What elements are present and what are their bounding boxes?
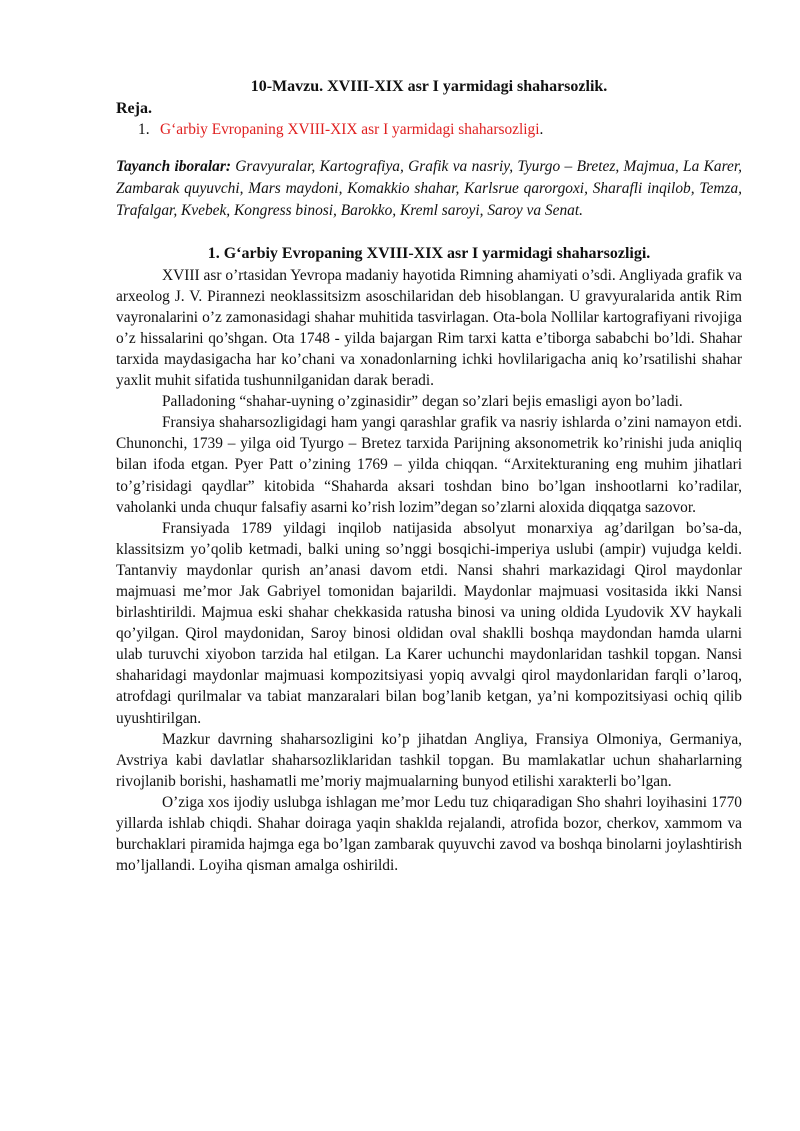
- plan-item-end: .: [539, 121, 544, 138]
- plan-heading: Reja.: [116, 100, 152, 117]
- body-paragraph: XVIII asr o’rtasidan Yevropa madaniy hayotida Rimning ahamiyati o’sdi. Angliyada grafik va arxeolog J. V. Pirannezi neoklassitsizm asoschilaridan deb hisoblangan. U gravyuralarida antik Rim vayronalarini o’z zamonasidagi shahar muhitida tasvirlagan. Ota-bola Nollilar kartografiyani rivojiga o’z hissalarini qo’shgan. Ota 1748 - yilda bajargan Rim tarxi katta e’tiborga sababchi bo’ldi. Shahar tarxida maydasigacha har ko’chani va xonadonlarning ichki hovlilarigacha aniq ko’rsatilishi shahar yaxlit muhit sifatida tushunnilganidan darak beradi.: [116, 266, 742, 390]
- body-paragraph: O’ziga xos ijodiy uslubga ishlagan me’mor Ledu tuz chiqaradigan Sho shahri loyihasini 1770 yillarda ishlab chiqdi. Shahar doiraga yaqin shaklda rejalandi, atrofida bozor, cherkov, xammom va burchaklari piramida hajmga ega bo’lgan zambarak quyuvchi zavod va boshqa binolarni joylashtirish mo’ljallandi. Loyiha qisman amalga oshirildi.: [116, 793, 742, 875]
- keywords-text: Gravyuralar, Kartografiya, Grafik va nasriy, Tyurgo – Bretez, Majmua, La Karer, Zambarak quyuvchi, Mars maydoni, Komakkio shahar, Karlsrue qarorgoxi, Sharafli inqilob, Temza, Trafalgar, Kvebek, Kongress binosi, Barokko, Kreml saroyi, Saroy va Senat.: [116, 158, 742, 220]
- plan-item-text: G‘arbiy Evropaning XVIII-XIX asr I yarmidagi shaharsozligi: [160, 121, 540, 138]
- page-title: 10-Mavzu. XVIII-XIX asr I yarmidagi shaharsozlik.: [250, 78, 608, 95]
- body-paragraph: Palladoning “shahar-uyning o’zginasidir” degan so’zlari bejis emasligi ayon bo’ladi.: [162, 393, 683, 411]
- body-paragraph: Fransiya shaharsozligidagi ham yangi qarashlar grafik va nasriy ishlarda o’zini namayon etdi. Chunonchi, 1739 – yilga oid Tyurgo – Bretez tarxida Parijning aksonometrik ko’rinishi juda aniqliq bilan ifoda etgan. Pyer Patt o’zining 1769 – yilda chiqqan. “Arxitekturaning eng muhim jihatlari to’g’risidagi qaydlar” kitobida “Shaharda aksari toshdan bino bo’lgan inshootlarni ko’radilar, vaholanki unda chuqur falsafiy asarni ko’rish lozim”degan so’zlarni aloxida diqqatga sazovor.: [116, 414, 742, 516]
- section-heading: 1. G‘arbiy Evropaning XVIII-XIX asr I yarmidagi shaharsozligi.: [207, 244, 651, 262]
- document-page: [116, 76, 742, 876]
- body-paragraph: Mazkur davrning shaharsozligini ko’p jihatdan Angliya, Fransiya Olmoniya, Germaniya, Avstriya kabi davlatlar shaharsozliklaridan tashkil topgan. Bu mamlakatlar uchun shaharlarning rivojlanib borishi, hashamatli me’moriy majmualarning bunyod etilishi xarakterli bo’lgan.: [116, 730, 742, 790]
- plan-item-number: 1.: [138, 121, 150, 138]
- keywords-paragraph: [116, 156, 742, 223]
- body-paragraph: Fransiyada 1789 yildagi inqilob natijasida absolyut monarxiya ag’darilgan bo’sa-da, klassitsizm yo’qolib ketmadi, balki uning so’nggi bosqichi-imperiya uslubi (ampir) vujudga keldi. Tantanviy maydonlar qurish an’anasi davom etdi. Nansi shahri markazidagi Qirol maydonlar majmuasi me’mor Jak Gabriyel tomonidan bajarildi. Maydonlar majmuasi vositasida ikki Nansi birlashtirildi. Majmua eski shahar chekkasida ratusha binosi va uning oldida Lyudovik XV haykali qo’yilgan. Qirol maydonidan, Saroy binosi oldidan oval shaklli boshqa maydondan hamda ularni ulab turuvchi xiyobon tarzida hal etilgan. La Karer uchunchi maydonlaridan tashkil topgan. Nansi shaharidagi maydonlar majmuasi kompozitsiyasi yopiq avvalgi qirol maydonlaridan farqli o’laroq, atrofdagi qurilmalar va tabiat manzaralari bilan bog’lanib ketgan, ya’ni kompozitsiyasi ochiq qilib uyushtirilgan.: [116, 519, 742, 727]
- plan-item: [138, 119, 742, 140]
- plan-list: [116, 119, 742, 140]
- keywords-label: Tayanch iboralar:: [116, 158, 231, 175]
